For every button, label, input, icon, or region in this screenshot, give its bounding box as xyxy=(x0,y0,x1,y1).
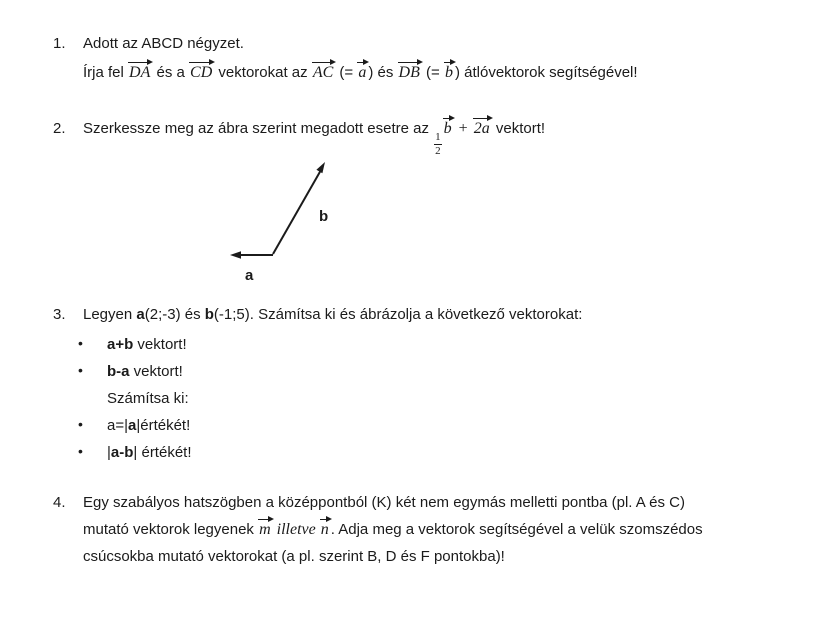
problem-1-line2 xyxy=(83,64,798,82)
text-fragment: (= xyxy=(421,64,444,81)
text-fragment: mutató vektorok legyenek xyxy=(83,521,259,538)
bullet-marker: • xyxy=(78,362,83,378)
vector-b-symbol: b xyxy=(444,64,453,81)
text-fragment: a=| xyxy=(107,417,128,434)
bold-vector-b: b xyxy=(204,306,214,323)
problem-3-subheading: Számítsa ki: xyxy=(107,390,189,407)
problem-2-line xyxy=(83,120,798,157)
problem-4-line2 xyxy=(83,516,798,543)
problem-4 xyxy=(53,489,798,570)
vector-b-arrow xyxy=(273,162,325,254)
fraction-denominator: 2 xyxy=(435,145,441,157)
problem-3-number: 3. xyxy=(53,306,66,323)
text-fragment: | értékét! xyxy=(133,444,192,461)
bold-expression: a xyxy=(128,417,137,434)
text-fragment: (2;-3) és xyxy=(144,306,205,323)
bold-expression: a-b xyxy=(110,444,134,461)
vector-n-symbol: n xyxy=(320,521,329,538)
vector-b-label: b xyxy=(319,208,329,225)
bold-expression: a+b xyxy=(107,336,134,353)
vector-2a-term: 2a xyxy=(473,120,490,137)
vector-cd: CD xyxy=(190,64,213,81)
bullet-marker: • xyxy=(78,416,83,432)
problem-2-number: 2. xyxy=(53,120,66,137)
vector-db: DB xyxy=(398,64,420,81)
text-fragment: | xyxy=(107,444,111,461)
problem-2 xyxy=(53,120,798,157)
vector-b-term: b xyxy=(443,120,452,137)
problem-4-line3: csúcsokba mutató vektorokat (a pl. szerint B, D és F pontokba)! xyxy=(83,548,505,565)
text-fragment: Szerkessze meg az ábra szerint megadott esetre az xyxy=(83,120,434,137)
problem-3-intro xyxy=(53,306,773,324)
fraction-one-half xyxy=(434,132,442,157)
vector-a-label: a xyxy=(245,267,254,284)
problem-4-number: 4. xyxy=(53,494,66,511)
fraction-numerator: 1 xyxy=(435,131,441,143)
text-fragment: és a xyxy=(152,64,190,81)
text-fragment: Írja fel xyxy=(83,64,129,81)
vector-da: DA xyxy=(129,64,151,81)
text-fragment: ) és xyxy=(368,64,398,81)
text-fragment: . Adja meg a vektorok segítségével a velük szomszédos xyxy=(330,521,703,538)
vector-ac: AC xyxy=(312,64,334,81)
problem-3 xyxy=(53,306,798,476)
text-fragment: vektort! xyxy=(491,120,546,137)
text-fragment: vektorokat az xyxy=(214,64,312,81)
problem-4-line1: Egy szabályos hatszögben a középpontból (K) két nem egymás melletti pontba (pl. A és C) xyxy=(83,494,685,511)
problem-1-number: 1. xyxy=(53,35,66,52)
problem-1 xyxy=(53,35,798,82)
bullet-marker: • xyxy=(78,335,83,351)
bullet-marker: • xyxy=(78,443,83,459)
bold-expression: b-a xyxy=(107,363,130,380)
vector-a-arrow xyxy=(230,251,273,259)
vector-a-symbol: a xyxy=(358,64,367,81)
problem-1-line1: Adott az ABCD négyzet. xyxy=(83,35,244,52)
vector-diagram xyxy=(215,152,350,292)
text-fragment: Legyen xyxy=(83,306,137,323)
italic-word-illetve: illetve xyxy=(272,521,320,538)
vector-m-symbol: m xyxy=(259,521,271,538)
plus-operator: + xyxy=(458,120,468,137)
vector-diagram-canvas xyxy=(215,152,350,292)
text-fragment: (= xyxy=(335,64,358,81)
text-fragment: ) átlóvektorok segítségével! xyxy=(454,64,638,81)
text-fragment: vektort! xyxy=(133,336,187,353)
bold-vector-a: a xyxy=(136,306,145,323)
text-fragment: vektort! xyxy=(129,363,183,380)
text-fragment: |értékét! xyxy=(136,417,191,434)
text-fragment: (-1;5). Számítsa ki és ábrázolja a következő vektorokat: xyxy=(213,306,583,323)
